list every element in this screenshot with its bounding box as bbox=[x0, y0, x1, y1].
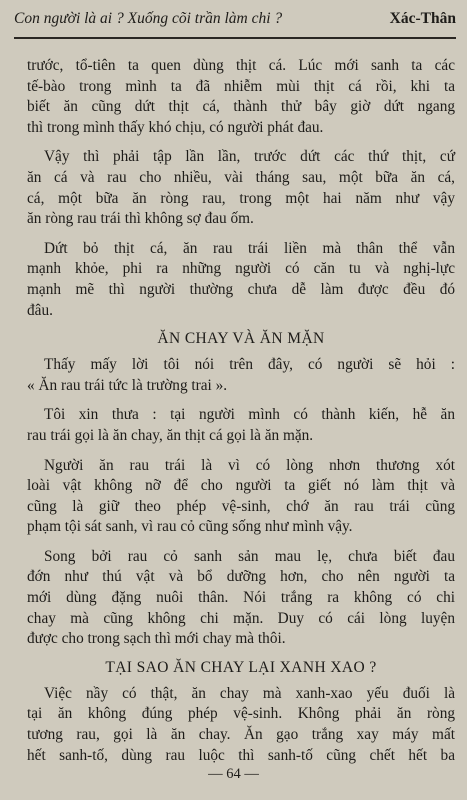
text-line: rau trái gọi là ăn chay, ăn thịt cá gọi là ăn mặn. bbox=[27, 426, 314, 444]
text-line: mới dùng đặng nuôi thân. Nói trắng ra không có chi bbox=[27, 589, 455, 607]
text-line: ăn ròng rau trái thì không sợ đau ốm. bbox=[27, 210, 254, 228]
text-line: đớn như thú vật và bổ dưỡng hơn, cho nên người ta bbox=[27, 568, 455, 586]
section-heading: ĂN CHAY VÀ ĂN MẶN bbox=[157, 330, 325, 348]
text-line: Người ăn rau trái là vì có lòng nhơn thương xót bbox=[44, 456, 455, 474]
text-line: Tôi xin thưa : tại người mình có thành kiến, hễ ăn bbox=[44, 406, 455, 424]
text-line: mạnh khỏe, phi ra những người có căn tu và nghị-lực bbox=[27, 260, 455, 278]
paragraph bbox=[27, 147, 455, 229]
header-book-title: Xác-Thân bbox=[389, 10, 456, 27]
header-question: Con người là ai ? Xuống cõi trần làm chi ? bbox=[14, 10, 283, 27]
text-line: hết sanh-tố, dùng rau luộc thì sanh-tố cũng chết hết ba bbox=[27, 746, 455, 764]
paragraph bbox=[27, 684, 455, 766]
text-line: « Ăn rau trái tức là trường trai ». bbox=[27, 376, 228, 394]
paragraph bbox=[27, 239, 455, 321]
text-line: tương rau, gọi là ăn chay. Ăn gạo trắng xay máy mất bbox=[27, 726, 455, 744]
text-line: phạm tội sát sanh, vì rau cỏ cũng sống như mình vậy. bbox=[27, 518, 353, 536]
text-line: biết ăn cũng dứt thịt cá, thành thử bây giờ dứt ngang bbox=[27, 98, 455, 116]
text-line: tế-bào trong mình ta đã nhiễm mùi thịt cá rồi, khi ta bbox=[27, 77, 455, 95]
paragraph bbox=[27, 547, 455, 650]
paragraph bbox=[27, 56, 455, 138]
page-number: — 64 — bbox=[208, 766, 259, 782]
header-rule bbox=[14, 37, 456, 39]
text-line: Việc nầy có thật, ăn chay mà xanh-xao yếu đuối là bbox=[44, 684, 455, 702]
section-heading: TẠI SAO ĂN CHAY LẠI XANH XAO ? bbox=[105, 658, 377, 676]
text-line: được cho trong sạch thì mới chay mà thôi. bbox=[27, 630, 286, 648]
text-line: trước, tổ-tiên ta quen dùng thịt cá. Lúc mới sanh ta các bbox=[27, 57, 455, 74]
text-line: Thấy mấy lời tôi nói trên đây, có người sẽ hỏi : bbox=[44, 356, 455, 374]
paragraph bbox=[27, 355, 455, 396]
text-line: đâu. bbox=[27, 301, 53, 319]
running-header bbox=[14, 10, 456, 28]
text-line: Dứt bỏ thịt cá, ăn rau trái liền mà thân thể vẫn bbox=[44, 239, 455, 257]
text-line: tại ăn không đúng phép vệ-sinh. Không phải ăn ròng bbox=[27, 705, 455, 723]
text-line: thì trong mình thấy khó chịu, có người phát đau. bbox=[27, 118, 324, 136]
text-line: cá, một bữa ăn ròng rau, trong một hai năm như vậy bbox=[27, 189, 455, 207]
text-line: Song bởi rau cỏ sanh sản mau lẹ, chưa biết đau bbox=[44, 547, 455, 565]
text-line: mạnh mẽ thì người thường chưa dễ làm được đều đó bbox=[27, 280, 455, 298]
text-line: chay mà cũng không chi mặn. Duy có cái lòng luyện bbox=[27, 609, 455, 627]
text-line: Vậy thì phải tập lần lần, trước dứt các thứ thịt, cứ bbox=[44, 148, 455, 166]
page-body bbox=[27, 56, 455, 766]
text-line: loài vật không nỡ để cho người ta giết nó làm thịt và bbox=[27, 477, 455, 495]
paragraph bbox=[27, 405, 455, 446]
paragraph bbox=[27, 456, 455, 538]
text-line: ăn cá và rau cho nhiều, vài tháng sau, một bữa ăn cá, bbox=[27, 168, 455, 186]
text-line: cũng là giữ theo phép vệ-sinh, chớ ăn rau trái cũng bbox=[27, 497, 455, 515]
